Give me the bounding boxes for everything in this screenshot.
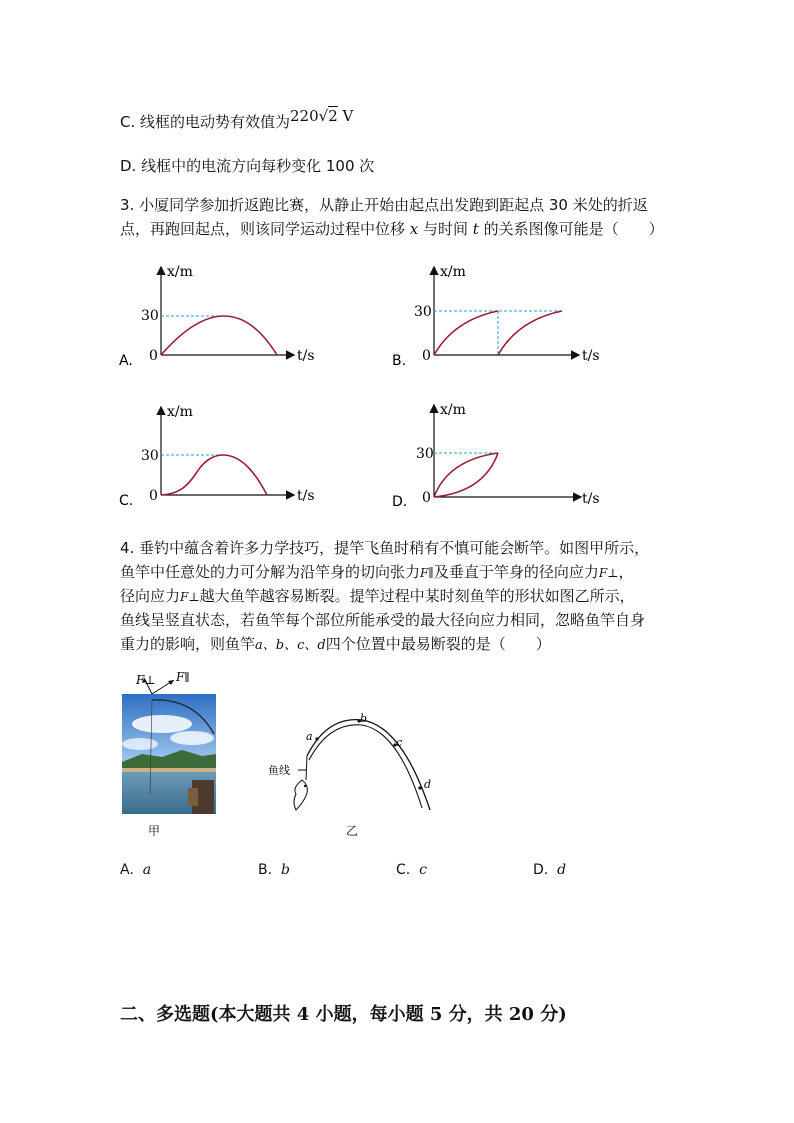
q4-line4: 鱼线呈竖直状态，若鱼竿每个部位所能承受的最大径向应力相同，忽略鱼竿自身 — [120, 611, 646, 629]
x-t-curve-convex — [434, 453, 498, 497]
y-tick-label: 30 — [141, 308, 159, 324]
point-a — [315, 737, 318, 740]
fishing-line — [306, 756, 307, 780]
q4-option-c[interactable]: C. c — [396, 862, 427, 878]
option-label: C. — [119, 493, 134, 509]
fishing-photo — [122, 694, 216, 814]
q4-line3: 径向应力F⊥越大鱼竿越容易断裂。提竿过程中某时刻鱼竿的形状如图乙所示， — [120, 587, 635, 605]
origin-label: 0 — [149, 488, 158, 504]
q4-line2: 鱼竿中任意处的力可分解为沿竿身的切向张力F∥及垂直于竿身的径向应力F⊥， — [120, 563, 634, 581]
figure-jia-caption: 甲 — [148, 824, 161, 838]
rod-outer — [307, 720, 430, 810]
origin-label: 0 — [422, 490, 431, 506]
q2-option-d: D. 线框中的电流方向每秒变化 100 次 — [120, 157, 375, 175]
x-t-curve — [161, 455, 267, 495]
x-t-curve-concave — [434, 453, 498, 497]
point-c-label: c — [396, 736, 403, 749]
q4-option-b[interactable]: B. b — [258, 862, 290, 878]
x-t-curve — [161, 316, 277, 355]
q2-option-c-value: 220√2 V — [290, 107, 354, 125]
force-arrows — [130, 672, 230, 696]
y-axis-label: x/m — [440, 402, 466, 418]
q4-option-a[interactable]: A. a — [120, 862, 152, 878]
q4-line5: 重力的影响，则鱼竿a、b、c、d四个位置中最易断裂的是（ ） — [120, 635, 551, 653]
x-axis-label: t/s — [582, 491, 600, 507]
x-axis-label: t/s — [582, 348, 600, 364]
y-axis-label: x/m — [167, 264, 193, 280]
point-d — [418, 786, 421, 789]
option-label: A. — [119, 353, 133, 369]
fishing-line-label: 鱼线 — [268, 764, 290, 777]
q2-option-c — [120, 107, 354, 132]
option-label: D. — [392, 494, 408, 510]
y-tick-label: 30 — [141, 448, 159, 464]
graph-b — [388, 262, 618, 372]
point-b-label: b — [360, 712, 368, 725]
q3-stem-line2: 点，再跑回起点，则该同学运动过程中位移 x 与时间 t 的关系图像可能是（ ） — [120, 220, 664, 238]
origin-label: 0 — [149, 348, 158, 364]
option-label: B. — [392, 353, 407, 369]
q2-option-c-text: C. 线框的电动势有效值为 — [120, 113, 291, 131]
y-axis-label: x/m — [440, 264, 466, 280]
origin-label: 0 — [422, 348, 431, 364]
x-axis-label: t/s — [297, 348, 315, 364]
figure-yi-caption: 乙 — [346, 824, 359, 838]
graph-c — [115, 402, 345, 512]
y-tick-label: 30 — [414, 304, 432, 320]
y-tick-label: 30 — [416, 446, 434, 462]
q4-option-d[interactable]: D. d — [533, 862, 567, 878]
q3-stem-line1: 3. 小厦同学参加折返跑比赛，从静止开始由起点出发跑到距起点 30 米处的折返 — [120, 196, 648, 214]
figure-jia-force-labels — [130, 672, 230, 696]
figure-yi-diagram — [262, 708, 452, 818]
graph-d — [388, 402, 618, 512]
force-perp-label: F⊥ — [136, 673, 156, 687]
section-heading: 二、多选题(本大题共 4 小题，每小题 5 分，共 20 分) — [120, 1004, 567, 1025]
x-t-curve-2 — [498, 311, 562, 355]
graph-a — [115, 262, 345, 372]
point-d-label: d — [424, 778, 432, 791]
q4-line1: 4. 垂钓中蕴含着许多力学技巧，提竿飞鱼时稍有不慎可能会断竿。如图甲所示， — [120, 539, 650, 557]
point-a-label: a — [306, 730, 313, 743]
y-axis-label: x/m — [167, 404, 193, 420]
force-par-label: F∥ — [176, 672, 190, 684]
x-t-curve-1 — [434, 311, 498, 355]
fish-icon — [294, 780, 307, 810]
rod-inner — [309, 725, 422, 808]
x-axis-label: t/s — [297, 488, 315, 504]
